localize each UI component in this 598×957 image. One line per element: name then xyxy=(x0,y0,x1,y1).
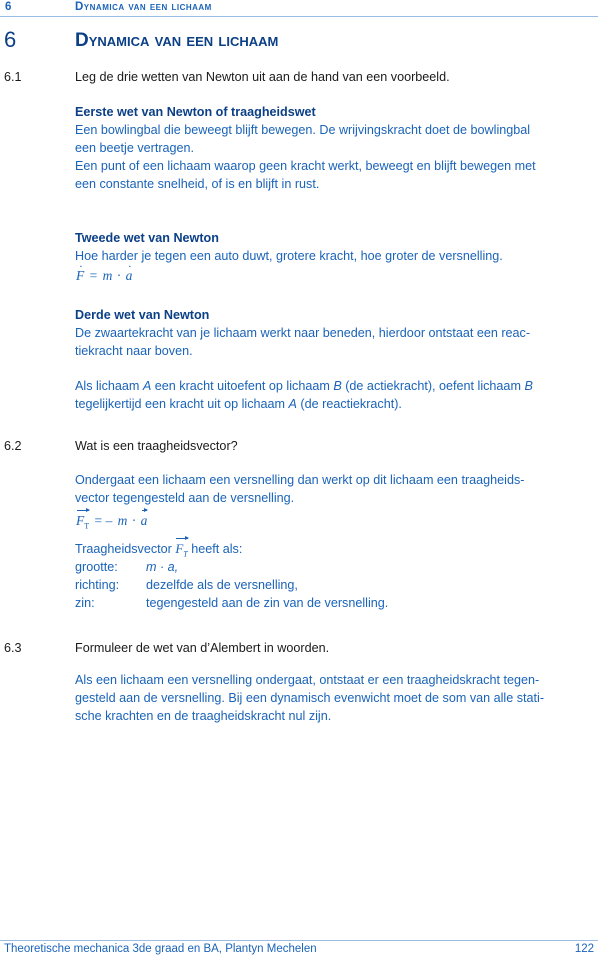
acceleration-symbol: · a xyxy=(126,267,133,285)
body-a-symbol: A xyxy=(142,379,152,393)
property-label: richting: xyxy=(75,578,120,592)
subscript: T xyxy=(183,549,188,559)
footer-source: Theoretische mechanica 3de graad en BA, Plantyn Mechelen xyxy=(4,943,317,955)
inertia-force-symbol xyxy=(76,512,89,536)
text-run: Als lichaam xyxy=(75,379,143,393)
law3-line xyxy=(75,395,402,413)
property-label: zin: xyxy=(75,596,95,610)
force-letter: F xyxy=(175,541,184,556)
property-value: tegengesteld aan de zin van de versnelling. xyxy=(146,596,389,610)
subscript: T xyxy=(84,521,90,531)
answer-line: sche krachten en de traagheidskracht nul zijn. xyxy=(75,709,332,723)
law3-line xyxy=(75,377,533,395)
law2-line: Hoe harder je tegen een auto duwt, grotere kracht, hoe groter de versnelling. xyxy=(75,249,503,263)
dot-operator: · xyxy=(131,513,137,528)
law1-line: Een bowlingbal die beweegt blijft bewegen. De wrijvingskracht doet de bowlingbal xyxy=(75,123,531,137)
header-rule xyxy=(0,16,598,17)
mass-symbol: m xyxy=(117,513,128,528)
text-run: (de actiekracht), oefent lichaam xyxy=(341,379,525,393)
law3-line: De zwaartekracht van je lichaam werkt naar beneden, hierdoor ontstaat een reac- xyxy=(75,326,531,340)
property-value: m · a, xyxy=(146,560,179,574)
text-run: tegelijkertijd een kracht uit op lichaam xyxy=(75,397,289,411)
page-number: 122 xyxy=(574,943,594,955)
mass-symbol: m xyxy=(102,268,113,283)
answer-line: Ondergaat een lichaam een versnelling dan werkt op dit lichaam een traagheids- xyxy=(75,473,525,487)
question-number: 6.2 xyxy=(4,439,22,453)
property-label: grootte: xyxy=(75,560,118,574)
acceleration-symbol: a xyxy=(140,513,148,528)
text-run: heeft als: xyxy=(187,542,243,556)
question-text: Formuleer de wet van d’Alembert in woorden. xyxy=(75,641,330,655)
property-value: dezelfde als de versnelling, xyxy=(146,578,298,592)
question-text: Leg de drie wetten van Newton uit aan de hand van een voorbeeld. xyxy=(75,70,450,84)
law1-line: een constante snelheid, of is en blijft in rust. xyxy=(75,177,320,191)
dot-operator: · xyxy=(116,268,122,283)
answer-line: vector tegengesteld aan de versnelling. xyxy=(75,491,295,505)
running-header-title: Dynamica van een lichaam xyxy=(75,1,212,13)
question-text: Wat is een traagheidsvector? xyxy=(75,439,238,453)
answer-line: Als een lichaam een versnelling ondergaat, ontstaat er een traagheidskracht tegen- xyxy=(75,673,540,687)
running-header xyxy=(5,0,212,14)
law1-line: Een punt of een lichaam waarop geen kracht werkt, beweegt en blijft bewegen met xyxy=(75,159,536,173)
law3-title: Derde wet van Newton xyxy=(75,308,210,322)
force-letter: F xyxy=(76,513,85,528)
inertia-formula xyxy=(76,512,147,536)
body-a-symbol: A xyxy=(288,397,297,411)
equals-minus: = – xyxy=(94,513,113,528)
running-header-number: 6 xyxy=(5,1,12,13)
law2-title: Tweede wet van Newton xyxy=(75,231,219,245)
equals-sign: = xyxy=(89,268,98,283)
law3-line: tiekracht naar boven. xyxy=(75,344,193,358)
law1-title: Eerste wet van Newton of traagheidswet xyxy=(75,105,316,119)
law1-line: een beetje vertragen. xyxy=(75,141,195,155)
text-run: Traagheidsvector xyxy=(75,542,176,556)
chapter-number: 6 xyxy=(4,27,17,52)
footer-rule xyxy=(0,940,598,941)
law2-formula xyxy=(76,267,132,285)
force-symbol: · F xyxy=(76,267,84,285)
body-b-symbol: B xyxy=(524,379,533,393)
text-run: (de reactiekracht). xyxy=(296,397,402,411)
question-number: 6.1 xyxy=(4,70,22,84)
body-b-symbol: B xyxy=(333,379,342,393)
question-number: 6.3 xyxy=(4,641,22,655)
chapter-title: Dynamica van een lichaam xyxy=(75,30,279,51)
answer-line: gesteld aan de versnelling. Bij een dynamisch evenwicht moet de som van alle stati- xyxy=(75,691,545,705)
text-run: een kracht uitoefent op lichaam xyxy=(151,379,334,393)
